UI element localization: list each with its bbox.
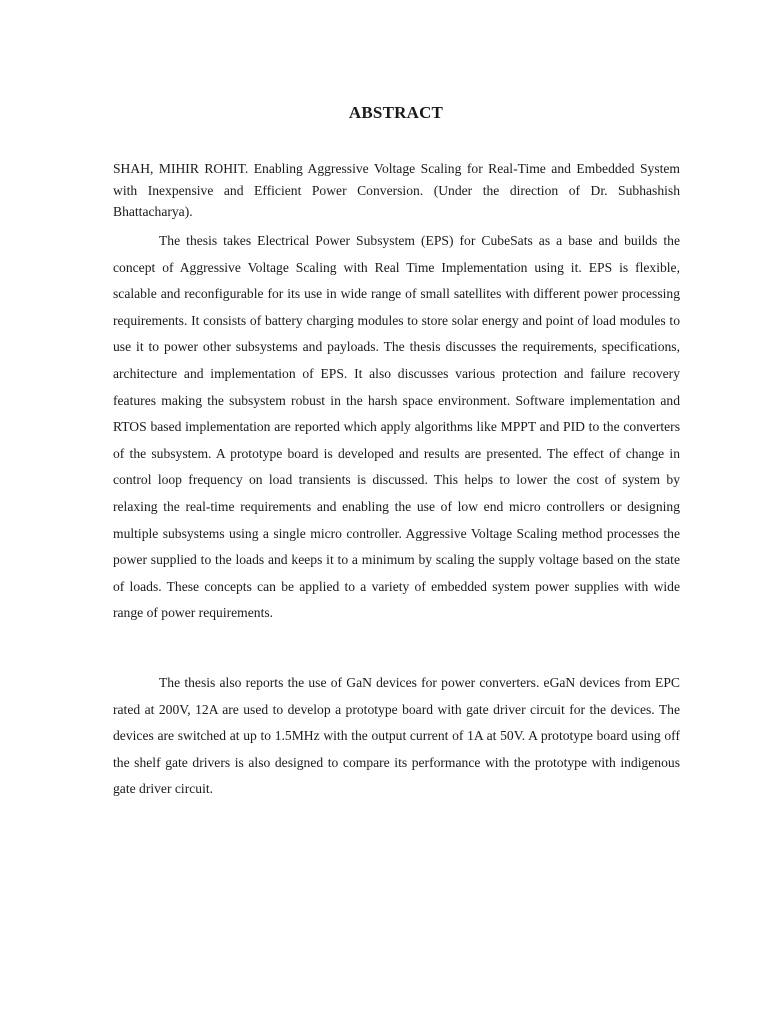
abstract-paragraph-2: The thesis also reports the use of GaN devices for power converters. eGaN devices from EPC rated at 200V, 12A are used to develop a prototype board with gate driver circuit for the devices. The devices are switched at up to 1.5MHz with the output current of 1A at 50V. A prototype board using off the shelf gate drivers is also designed to compare its performance with the prototype with indigenous gate driver circuit. bbox=[113, 675, 680, 797]
citation-paragraph: SHAH, MIHIR ROHIT. Enabling Aggressive Voltage Scaling for Real-Time and Embedded System with Inexpensive and Efficient Power Conversion. (Under the direction of Dr. Subhashish Bhattacharya). bbox=[113, 161, 680, 219]
abstract-paragraph-1: The thesis takes Electrical Power Subsystem (EPS) for CubeSats as a base and builds the concept of Aggressive Voltage Scaling with Real Time Implementation using it. EPS is flexible, scalable and reconfigurable for its use in wide range of small satellites with different power processing requirements. It consists of battery charging modules to store solar energy and point of load modules to use it to power other subsystems and payloads. The thesis discusses the requirements, specifications, architecture and implementation of EPS. It also discusses various protection and failure recovery features making the subsystem robust in the harsh space environment. Software implementation and RTOS based implementation are reported which apply algorithms like MPPT and PID to the converters of the subsystem. A prototype board is developed and results are presented. The effect of change in control loop frequency on load transients is discussed. This helps to lower the cost of system by relaxing the real-time requirements and enabling the use of low end micro controllers or designing multiple subsystems using a single micro controller. Aggressive Voltage Scaling method processes the power supplied to the loads and keeps it to a minimum by scaling the supply voltage based on the state of loads. These concepts can be applied to a variety of embedded system power supplies with wide range of power requirements. bbox=[113, 233, 680, 621]
abstract-heading: ABSTRACT bbox=[348, 103, 444, 122]
